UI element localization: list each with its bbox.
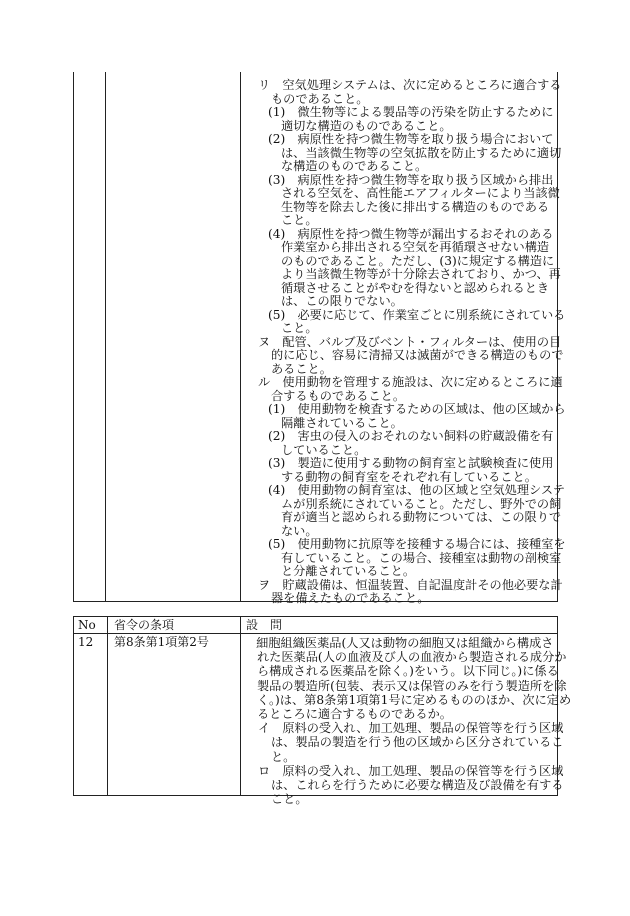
text-line: あること。 [271,361,332,376]
text-line: は、製品の製造を行う他の区域から区分されているこ [271,735,564,750]
row-no: 12 [78,635,94,649]
text-line: より当該微生物等が十分除去されており、かつ、再 [281,267,561,281]
text-line: 隔離されていること。 [281,415,403,430]
text-line: される空気を、高性能エアフィルターにより当該微 [281,186,560,200]
text-line: ル 使用動物を管理する施設は、次に定めるところに適 [258,375,563,389]
text-line: (4) 病原性を持つ微生物等が漏出するおそれのある [268,226,554,241]
text-line: 的に応じ、容易に清掃又は滅菌ができる構造のもので [271,348,564,362]
text-line: ら構成される医薬品を除く。)をいう。以下同じ。)に係る [257,664,559,679]
text-line: ヲ 貯蔵設備は、恒温装置、自記温度計その他必要な計 [258,577,563,592]
column-divider [105,72,106,601]
text-line: (1) 微生物等による製品等の汚染を防止するために [268,105,554,119]
text-line: イ 原料の受入れ、加工処理、製品の保管等を行う区域 [258,721,564,736]
text-line: する動物の飼育室をそれぞれ有していること。 [281,469,537,484]
text-line: 合するものであること。 [271,388,406,403]
header-question: 設 問 [246,618,283,632]
text-line: こと。 [281,321,318,335]
header-no: No [78,618,96,632]
header-article: 省令の条項 [114,618,175,632]
text-line: な構造のものであること。 [281,159,428,173]
text-line: 製品の製造所(包装、表示又は保管のみを行う製造所を除 [257,678,567,693]
text-line: (5) 必要に応じて、作業室ごとに別系統にされている [268,307,566,322]
text-line: リ 空気処理システムは、次に定めるところに適合する [258,78,562,92]
continuation-table [73,72,566,605]
text-line: 育が適当と認められる動物については、この限りで [281,510,562,524]
text-line: は、当該微生物等の空気拡散を防止するために適切 [281,145,562,160]
text-line: (3) 病原性を持つ微生物等を取り扱う区域から排出 [268,172,554,187]
text-line: していること。 [281,442,367,457]
text-line: 有していること。この場合、接種室は動物の剖検室 [281,550,562,565]
text-line: 循環させることがやむを得ないと認められるとき [281,280,550,295]
text-line: (2) 害虫の侵入のおそれのない飼料の貯蔵設備を有 [268,429,554,443]
header-divider [74,633,557,634]
text-line: は、これらを行うために必要な構造及び設備を有する [271,778,564,792]
text-line: ヌ 配管、バルブ及びベント・フィルターは、使用の目 [258,334,562,349]
text-line: ない。 [281,523,318,538]
text-line: ロ 原料の受入れ、加工処理、製品の保管等を行う区域 [258,763,564,778]
text-line: 生物等を除去した後に排出する構造のものである [281,199,550,214]
text-line: (3) 製造に使用する動物の飼育室と試験検査に使用 [268,456,554,470]
text-line: 細胞組織医薬品(人又は動物の細胞又は組織から構成さ [244,636,554,650]
text-line: ものであること。 [271,91,369,106]
text-line: (1) 使用動物を検査するための区域は、他の区域から [268,402,566,416]
column-divider [107,617,108,795]
inspection-table [73,616,572,807]
text-line: るところに適合するものであるか。 [257,707,452,721]
text-line: ムが別系統にされていること。ただし、野外での飼 [281,496,562,511]
row-article: 第8条第1項第2号 [114,635,209,649]
text-line: 器を備えたものであること。 [271,591,430,605]
text-line: と分離されていること。 [281,564,416,578]
text-line: く。)は、第8条第1項第1号に定めるもののほか、次に定め [257,692,572,707]
text-line: (2) 病原性を持つ微生物等を取り扱う場合において [268,132,554,146]
text-line: (4) 使用動物の飼育室は、他の区域と空気処理システ [268,483,565,497]
text-line: と。 [271,749,296,764]
column-divider [240,72,241,601]
text-line: のものであること。ただし、(3)に規定する構造に [281,253,555,268]
text-line: 適切な構造のものであること。 [281,118,452,133]
text-line: 作業室から排出される空気を再循環させない構造 [281,240,550,254]
text-line: れた医薬品(人の血液及び人の血液から製造される成分か [257,650,567,665]
text-line: (5) 使用動物に抗原等を接種する場合には、接種室を [268,537,566,551]
text-line: こと。 [281,213,318,227]
column-divider [240,617,241,795]
text-line: こと。 [271,792,308,807]
text-line: は、この限りでない。 [281,294,403,308]
